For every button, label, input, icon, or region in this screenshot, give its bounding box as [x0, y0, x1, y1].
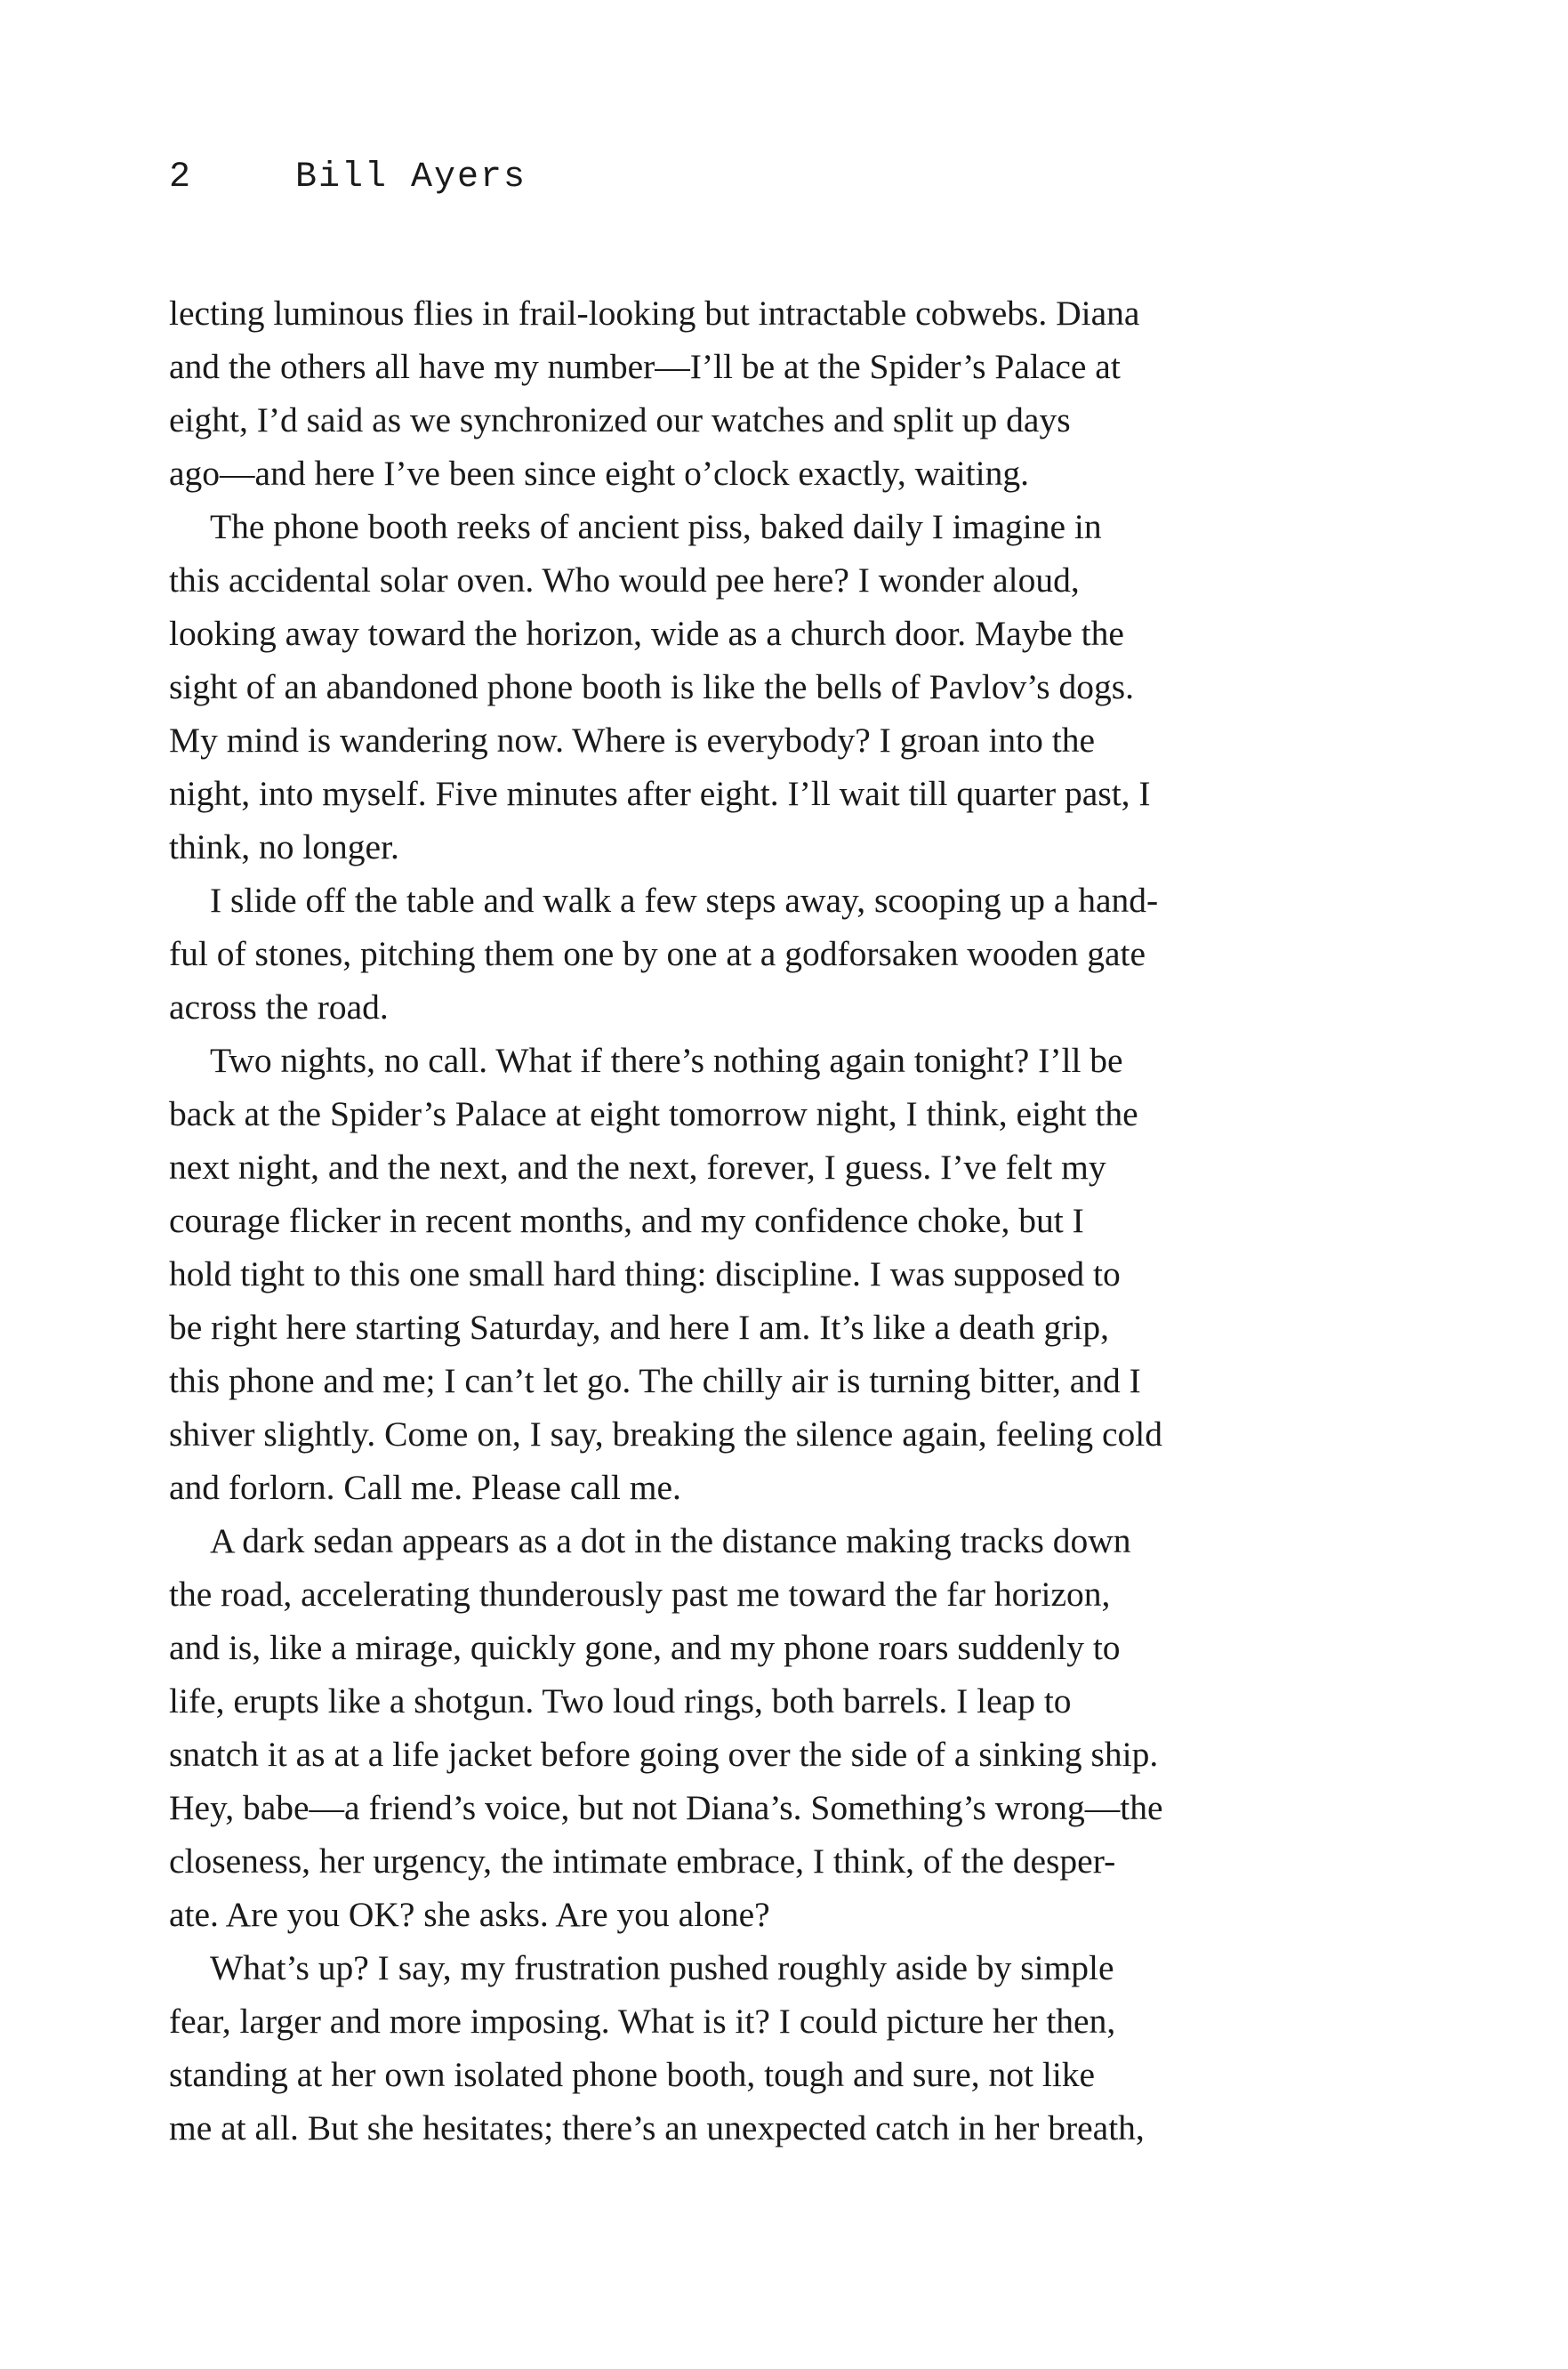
- text-line: lecting luminous flies in frail-looking but intractable cobwebs. Diana: [169, 294, 1140, 333]
- text-line: this phone and me; I can’t let go. The chilly air is turning bitter, and I: [169, 1361, 1141, 1400]
- text-line: shiver slightly. Come on, I say, breaking the silence again, feeling cold: [169, 1414, 1163, 1454]
- page-number: 2: [169, 157, 193, 197]
- text-line: and is, like a mirage, quickly gone, and my phone roars suddenly to: [169, 1628, 1121, 1667]
- paragraph-first-line: A dark sedan appears as a dot in the distance making tracks down: [210, 1521, 1131, 1560]
- text-line: think, no longer.: [169, 827, 399, 866]
- text-line: closeness, her urgency, the intimate embrace, I think, of the desper-: [169, 1841, 1116, 1881]
- text-line: My mind is wandering now. Where is everybody? I groan into the: [169, 721, 1096, 760]
- text-line: courage flicker in recent months, and my confidence choke, but I: [169, 1201, 1084, 1240]
- text-line: and forlorn. Call me. Please call me.: [169, 1468, 681, 1507]
- text-line: be right here starting Saturday, and here I am. It’s like a death grip,: [169, 1308, 1109, 1347]
- text-line: Hey, babe—a friend’s voice, but not Diana’s. Something’s wrong—the: [169, 1788, 1163, 1827]
- text-line: life, erupts like a shotgun. Two loud rings, both barrels. I leap to: [169, 1681, 1072, 1720]
- running-head: [169, 157, 527, 199]
- text-line: eight, I’d said as we synchronized our watches and split up days: [169, 400, 1071, 439]
- text-line: looking away toward the horizon, wide as a church door. Maybe the: [169, 614, 1124, 653]
- paragraph-first-line: Two nights, no call. What if there’s nothing again tonight? I’ll be: [210, 1041, 1123, 1080]
- body-text: [169, 286, 1316, 2155]
- text-line: fear, larger and more imposing. What is it? I could picture her then,: [169, 2002, 1116, 2041]
- text-line: me at all. But she hesitates; there’s an unexpected catch in her breath,: [169, 2108, 1145, 2147]
- text-line: across the road.: [169, 987, 389, 1027]
- text-line: night, into myself. Five minutes after eight. I’ll wait till quarter past, I: [169, 774, 1151, 813]
- text-line: and the others all have my number—I’ll be at the Spider’s Palace at: [169, 347, 1121, 386]
- text-line: the road, accelerating thunderously past me toward the far horizon,: [169, 1575, 1111, 1614]
- paragraph-first-line: I slide off the table and walk a few steps away, scooping up a hand-: [210, 881, 1159, 920]
- text-line: ate. Are you OK? she asks. Are you alone?: [169, 1895, 770, 1934]
- text-line: ful of stones, pitching them one by one at a godforsaken wooden gate: [169, 934, 1146, 973]
- text-line: snatch it as at a life jacket before going over the side of a sinking ship.: [169, 1735, 1159, 1774]
- text-line: this accidental solar oven. Who would pee here? I wonder aloud,: [169, 560, 1080, 600]
- text-line: hold tight to this one small hard thing: discipline. I was supposed to: [169, 1254, 1121, 1293]
- text-line: next night, and the next, and the next, forever, I guess. I’ve felt my: [169, 1148, 1106, 1187]
- text-line: back at the Spider’s Palace at eight tomorrow night, I think, eight the: [169, 1094, 1138, 1133]
- text-line: ago—and here I’ve been since eight o’clock exactly, waiting.: [169, 454, 1029, 493]
- text-line: sight of an abandoned phone booth is like the bells of Pavlov’s dogs.: [169, 667, 1135, 706]
- text-line: standing at her own isolated phone booth, tough and sure, not like: [169, 2055, 1096, 2094]
- paragraph-first-line: The phone booth reeks of ancient piss, baked daily I imagine in: [210, 507, 1102, 546]
- running-head-author: Bill Ayers: [295, 157, 527, 197]
- paragraph-first-line: What’s up? I say, my frustration pushed roughly aside by simple: [210, 1948, 1114, 1987]
